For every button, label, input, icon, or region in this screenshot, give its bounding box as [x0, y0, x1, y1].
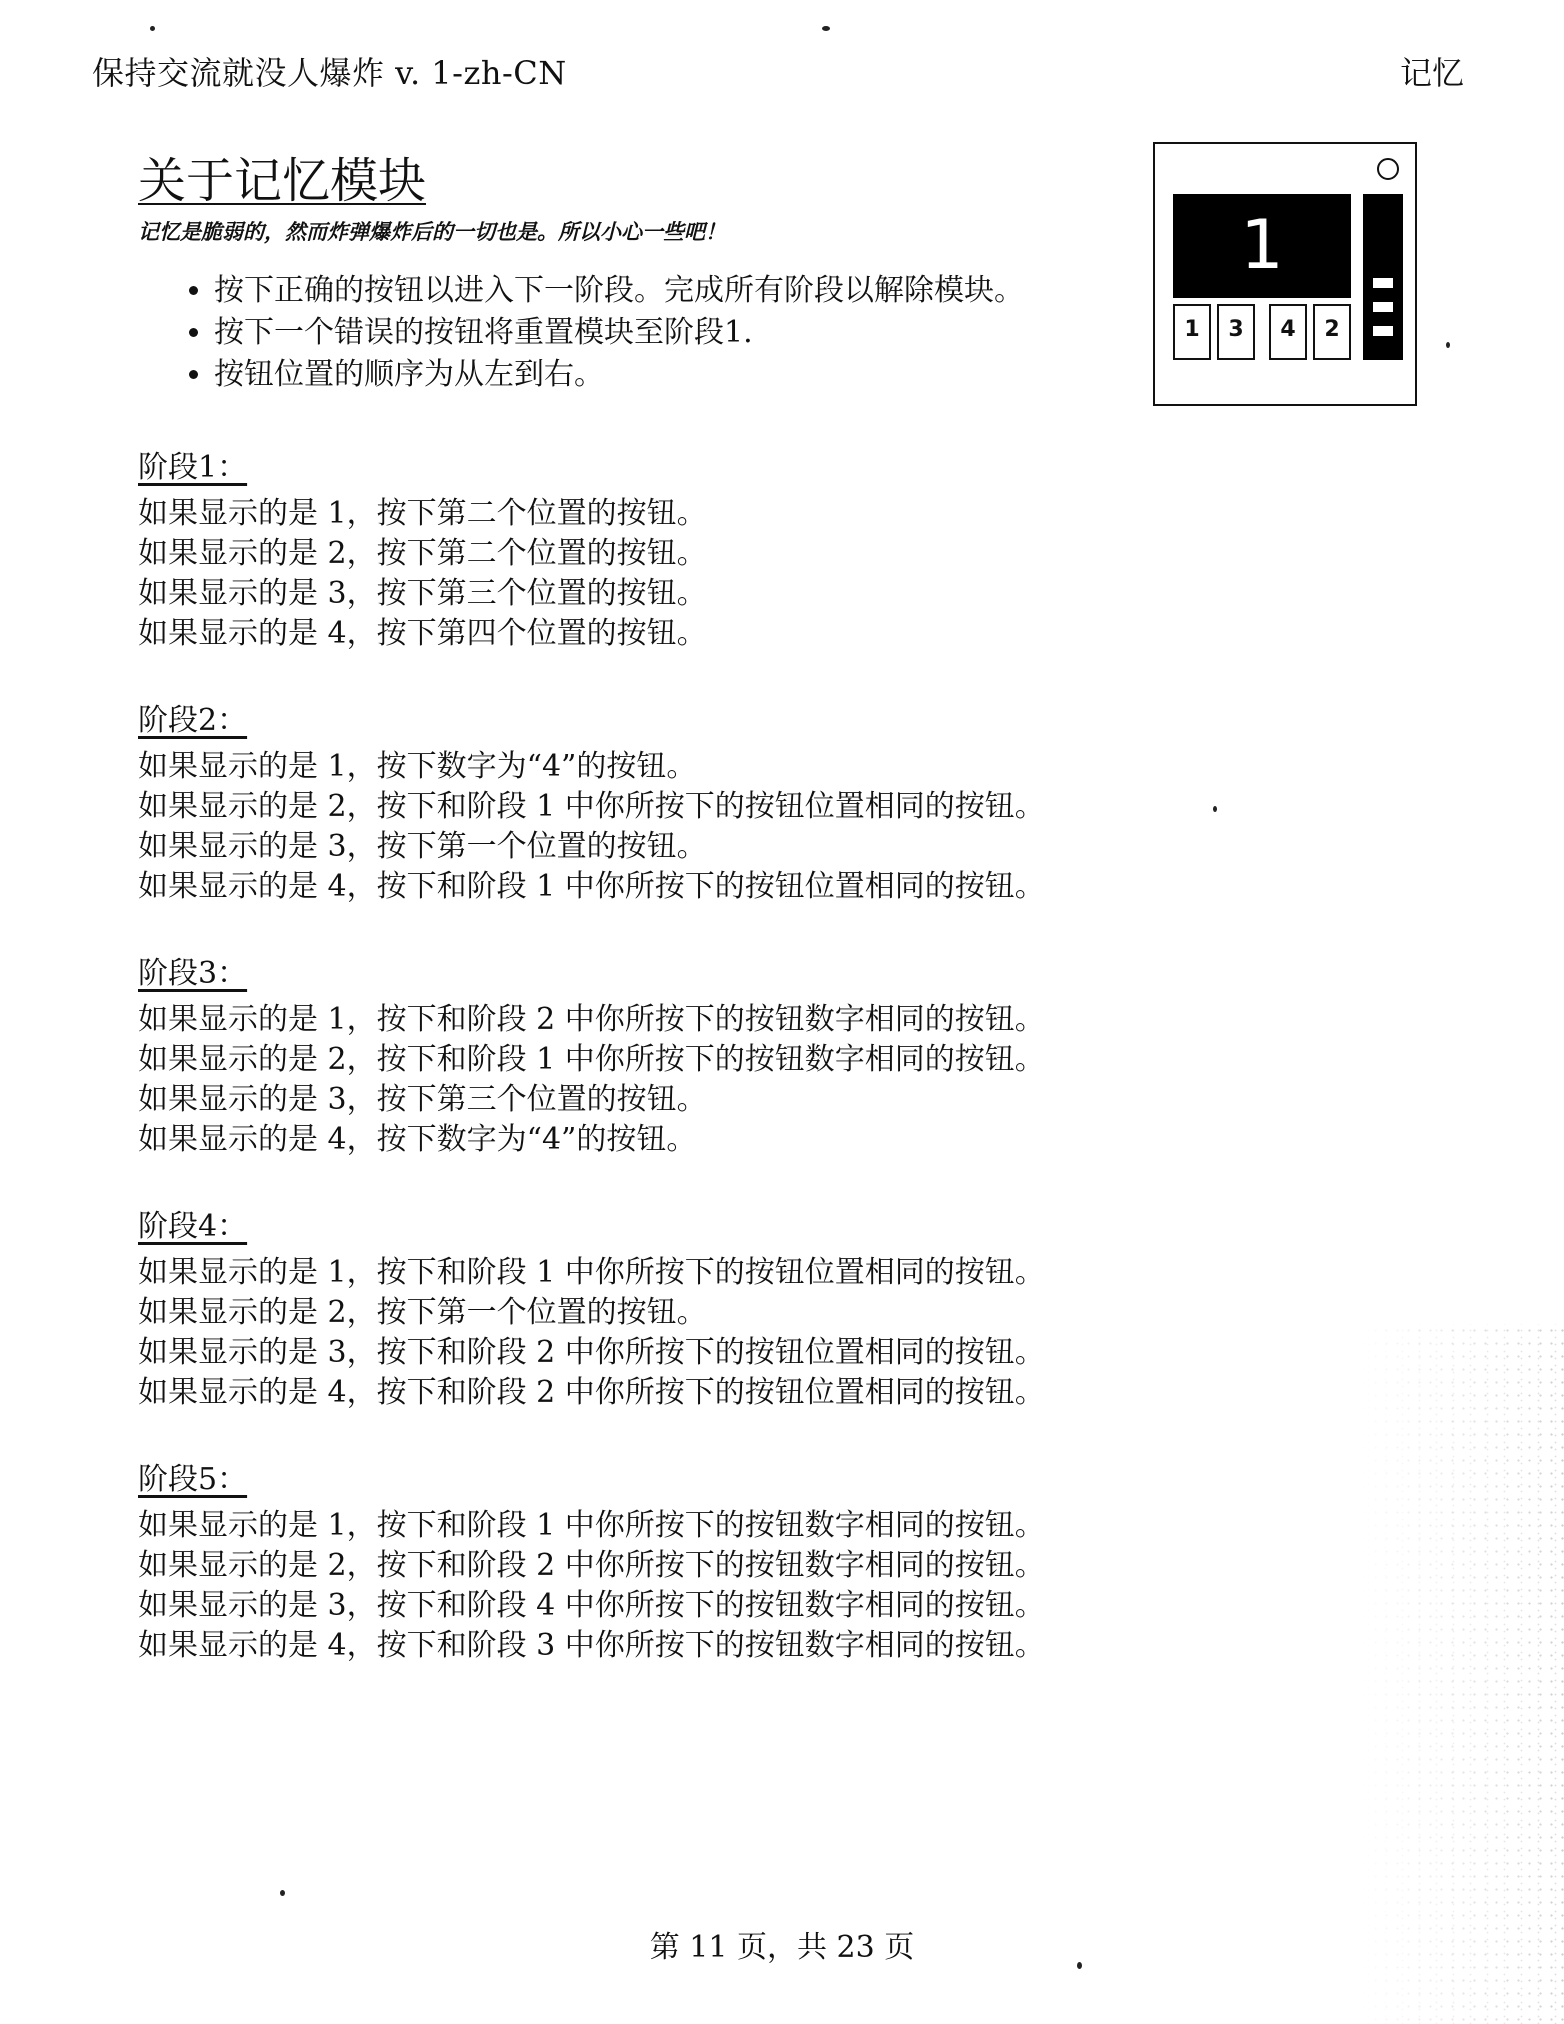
stage-rules	[138, 747, 1045, 907]
stage-rules	[138, 1506, 1045, 1666]
page-subtitle: 记忆是脆弱的，然而炸弹爆炸后的一切也是。所以小心一些吧！	[138, 219, 726, 244]
stage-rule-line: 如果显示的是 2，按下第二个位置的按钮。	[138, 536, 707, 571]
document-header-title: 保持交流就没人爆炸 v. 1-zh-CN	[92, 54, 567, 92]
rules-list	[138, 270, 1024, 396]
stage-rule-line: 如果显示的是 4，按下第四个位置的按钮。	[138, 616, 707, 651]
stage-rule-line: 如果显示的是 1，按下和阶段 2 中你所按下的按钮数字相同的按钮。	[138, 1002, 1045, 1037]
scan-speck	[150, 26, 155, 31]
stage-heading: 阶段2：	[138, 703, 248, 738]
module-display: 1	[1173, 194, 1351, 298]
module-button: 3	[1217, 304, 1255, 360]
module-button: 2	[1313, 304, 1351, 360]
scan-speck	[1446, 342, 1450, 348]
rule-item: • 按钮位置的顺序为从左到右。	[214, 354, 1024, 396]
stage-rule-line: 如果显示的是 4，按下数字为“4”的按钮。	[138, 1122, 697, 1157]
stage-rules	[138, 1000, 1045, 1160]
stage-rule-line: 如果显示的是 1，按下和阶段 1 中你所按下的按钮位置相同的按钮。	[138, 1255, 1045, 1290]
stage-heading: 阶段3：	[138, 956, 248, 991]
stage-rule-line: 如果显示的是 2，按下和阶段 1 中你所按下的按钮数字相同的按钮。	[138, 1042, 1045, 1077]
stage-rule-line: 如果显示的是 2，按下和阶段 1 中你所按下的按钮位置相同的按钮。	[138, 789, 1045, 824]
rule-item: • 按下一个错误的按钮将重置模块至阶段1.	[214, 312, 1024, 354]
stage-rule-line: 如果显示的是 3，按下第三个位置的按钮。	[138, 576, 707, 611]
rule-item: • 按下正确的按钮以进入下一阶段。完成所有阶段以解除模块。	[214, 270, 1024, 312]
scan-speck	[822, 26, 830, 31]
module-button-row	[1173, 304, 1353, 360]
stage-rules	[138, 494, 707, 654]
module-button: 1	[1173, 304, 1211, 360]
stage-rule-line: 如果显示的是 1，按下数字为“4”的按钮。	[138, 749, 697, 784]
stage-heading: 阶段1：	[138, 450, 248, 485]
page-number: 第 11 页，共 23 页	[649, 1930, 915, 1965]
stage-rules	[138, 1253, 1045, 1413]
stage-indicator	[1363, 194, 1403, 360]
memory-module-diagram	[1153, 142, 1417, 406]
document-header-section: 记忆	[1399, 54, 1464, 92]
stage-rule-line: 如果显示的是 2，按下第一个位置的按钮。	[138, 1295, 707, 1330]
stage-rule-line: 如果显示的是 3，按下和阶段 2 中你所按下的按钮位置相同的按钮。	[138, 1335, 1045, 1370]
stage-heading: 阶段5：	[138, 1462, 248, 1497]
stage-rule-line: 如果显示的是 3，按下和阶段 4 中你所按下的按钮数字相同的按钮。	[138, 1588, 1045, 1623]
stage-rule-line: 如果显示的是 2，按下和阶段 2 中你所按下的按钮数字相同的按钮。	[138, 1548, 1045, 1583]
stage-light	[1373, 302, 1393, 312]
stage-rule-line: 如果显示的是 1，按下和阶段 1 中你所按下的按钮数字相同的按钮。	[138, 1508, 1045, 1543]
scan-grain-texture	[1304, 1324, 1564, 2024]
stage-heading: 阶段4：	[138, 1209, 248, 1244]
scan-speck	[280, 1890, 285, 1896]
scan-speck	[1213, 806, 1217, 812]
stage-rule-line: 如果显示的是 3，按下第三个位置的按钮。	[138, 1082, 707, 1117]
status-led-icon	[1377, 158, 1399, 180]
stage-light	[1373, 326, 1393, 336]
module-button: 4	[1269, 304, 1307, 360]
page-title: 关于记忆模块	[138, 153, 427, 209]
stage-rule-line: 如果显示的是 4，按下和阶段 3 中你所按下的按钮数字相同的按钮。	[138, 1628, 1045, 1663]
stage-light	[1373, 278, 1393, 288]
stage-rule-line: 如果显示的是 1，按下第二个位置的按钮。	[138, 496, 707, 531]
stage-rule-line: 如果显示的是 3，按下第一个位置的按钮。	[138, 829, 707, 864]
stage-rule-line: 如果显示的是 4，按下和阶段 2 中你所按下的按钮位置相同的按钮。	[138, 1375, 1045, 1410]
stage-rule-line: 如果显示的是 4，按下和阶段 1 中你所按下的按钮位置相同的按钮。	[138, 869, 1045, 904]
